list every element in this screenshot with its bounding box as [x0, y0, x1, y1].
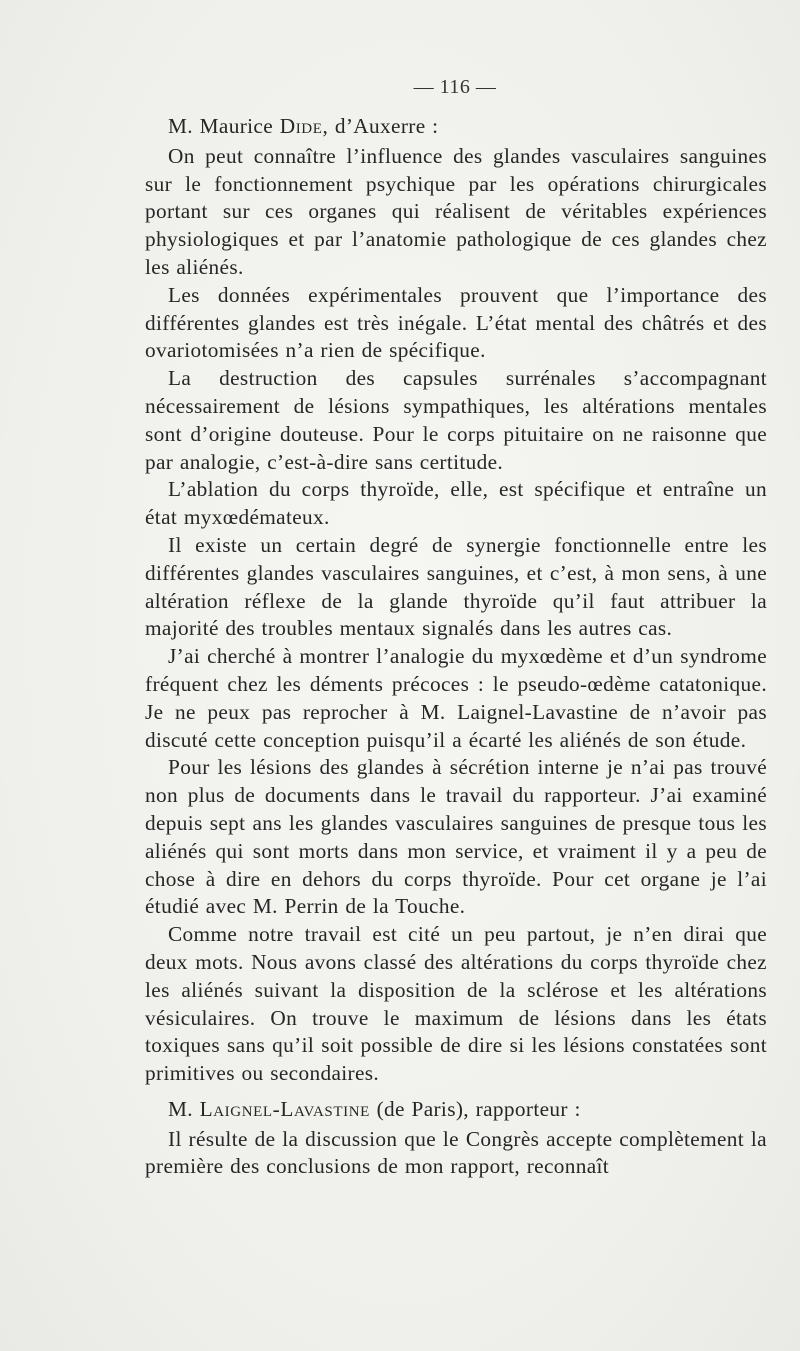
- paragraph: Comme notre travail est cité un peu partout, je n’en dirai que deux mots. Nous avons classé des altérations du corps thyroïde chez les aliénés suivant la disposition de la sclérose et les altérations vésiculaires. On trouve le maximum de lésions dans les états toxiques sans qu’il soit possible de dire si les lésions constatées sont primitives ou secondaires.: [145, 922, 767, 1086]
- page-body: [145, 113, 767, 1181]
- speaker-name: Laignel-Lavastine: [199, 1096, 370, 1121]
- paragraph: Les données expérimentales prouvent que l’importance des différentes glandes est très inégale. L’état mental des châtrés et des ovariotomisées n’a rien de spécifique.: [145, 282, 767, 363]
- paragraph: On peut connaître l’influence des glandes vasculaires sanguines sur le fonctionnement psychique par les opérations chirurgicales portant sur ces organes qui réalisent de véritables expériences physiologiques et par l’anatomie pathologique de ces glandes chez les aliénés.: [145, 143, 767, 279]
- speaker-prefix: M. Maurice: [168, 114, 280, 138]
- speaker-suffix: (de Paris), rapporteur :: [369, 1096, 581, 1121]
- page-number: — 116 —: [413, 76, 497, 98]
- paragraph: Il résulte de la discussion que le Congrès accepte complètement la première des conclusions de mon rapport, reconnaît: [145, 1126, 767, 1179]
- speaker-suffix: , d’Auxerre :: [322, 114, 439, 138]
- paragraph: Pour les lésions des glandes à sécrétion interne je n’ai pas trouvé non plus de documents dans le travail du rapporteur. J’ai examiné depuis sept ans les glandes vasculaires sanguines de presque tous les aliénés qui sont morts dans mon service, et vraiment il y a peu de chose à dire en dehors du corps thyroïde. Pour cet organe je l’ai étudié avec M. Perrin de la Touche.: [145, 755, 767, 919]
- speaker-name: Dide: [279, 114, 323, 138]
- paragraph: J’ai cherché à montrer l’analogie du myxœdème et d’un syndrome fréquent chez les déments précoces : le pseudo-œdème catatonique. Je ne peux pas reprocher à M. Laignel-Lavastine de n’avoir pas discuté cette conception puisqu’il a écarté les aliénés de son étude.: [145, 644, 767, 752]
- speaker-prefix: M.: [168, 1096, 200, 1121]
- speaker-heading-dide: [145, 113, 767, 141]
- paragraph: L’ablation du corps thyroïde, elle, est spécifique et entraîne un état myxœdémateux.: [145, 477, 767, 530]
- paragraph: Il existe un certain degré de synergie fonctionnelle entre les différentes glandes vasculaires sanguines, et c’est, à mon sens, à une altération réflexe de la glande thyroïde qu’il faut attribuer la majorité des troubles mentaux signalés dans les autres cas.: [145, 532, 767, 641]
- speaker-heading-laignel-lavastine: [145, 1096, 767, 1124]
- paragraph: La destruction des capsules surrénales s’accompagnant nécessairement de lésions sympathiques, les altérations mentales sont d’origine douteuse. Pour le corps pituitaire on ne raisonne que par analogie, c’est-à-dire sans certitude.: [145, 366, 767, 474]
